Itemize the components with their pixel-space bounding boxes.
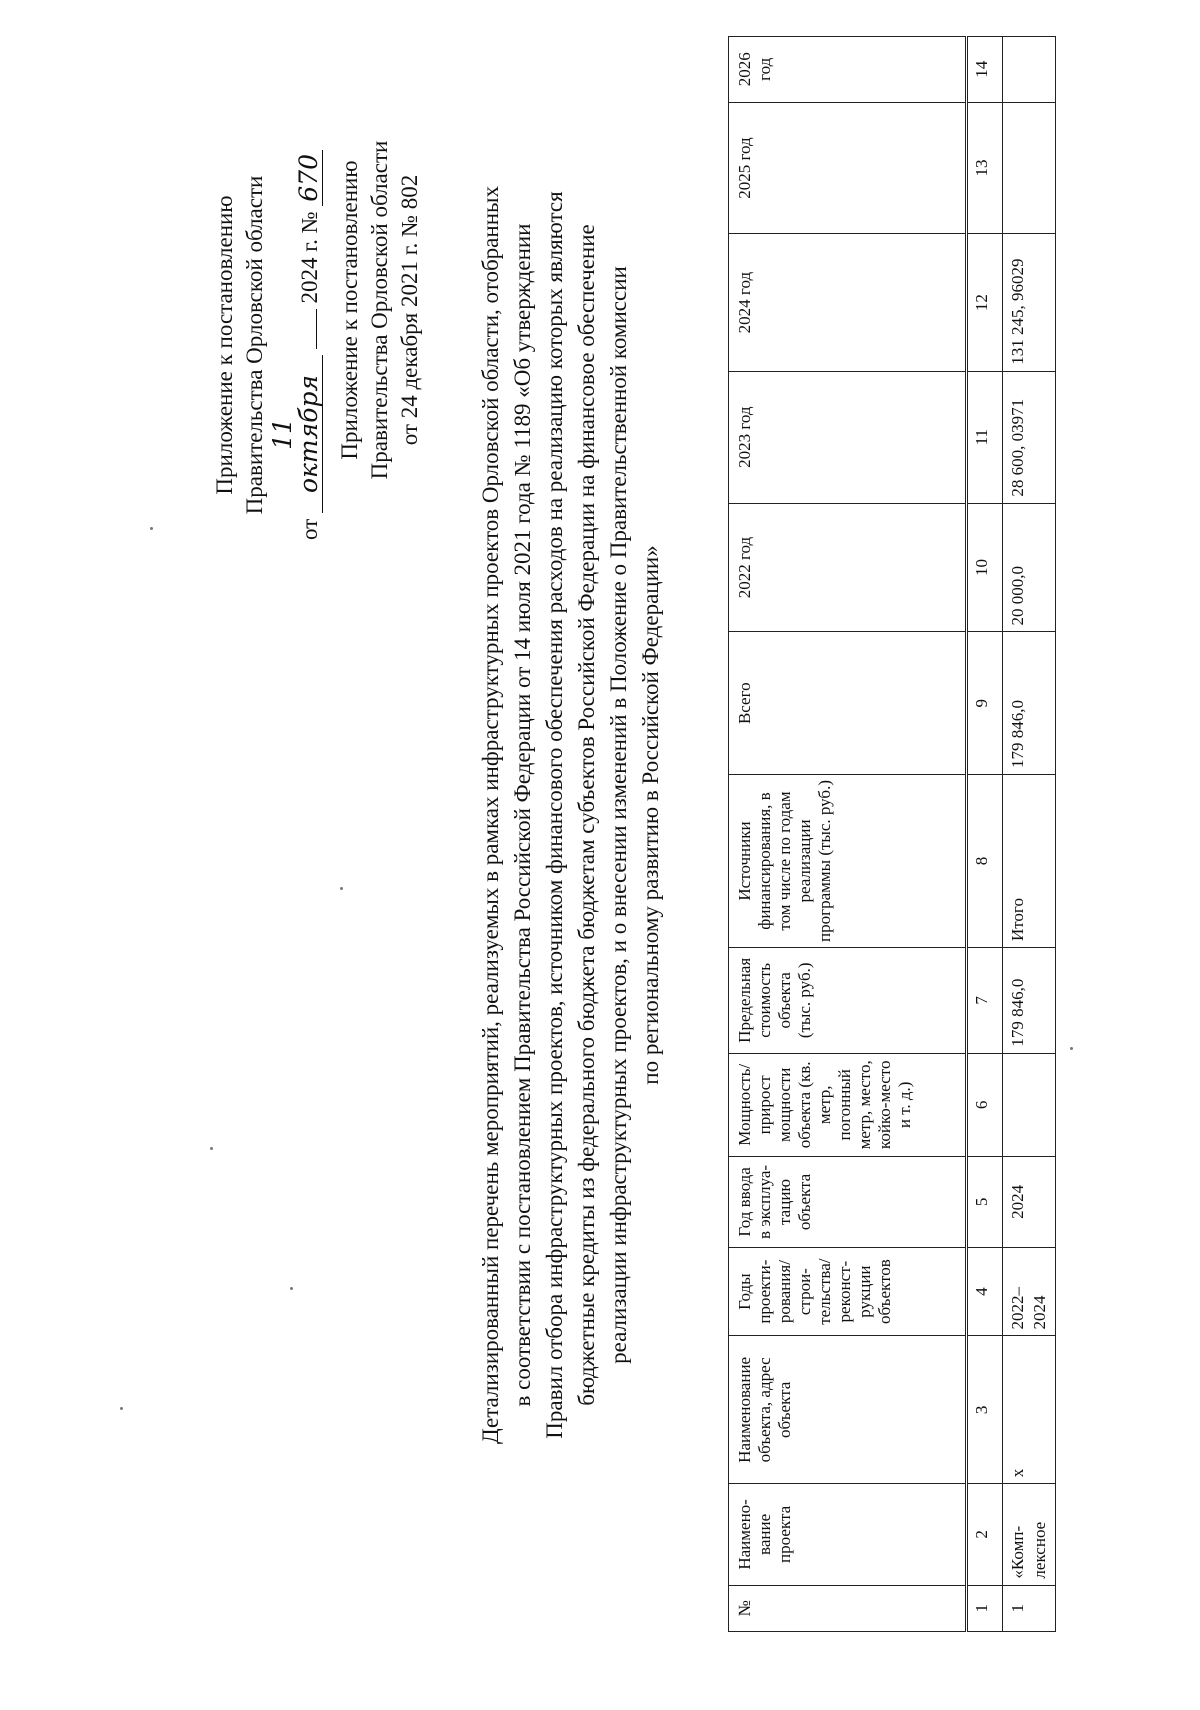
column-number: 11 [967, 371, 1003, 503]
title-line: реализации инфраструктурных проектов, и о внесении изменений в Положение о Правительственной комиссии [606, 266, 631, 1364]
column-number: 8 [967, 774, 1003, 947]
annex-current-line2: Правительства Орловской области [242, 175, 267, 515]
header-cell-2025: 2025 год [729, 102, 967, 234]
header-cell-total: Всего [729, 632, 967, 775]
header-cell-design-years: Годы проекти-рования/ строи-тельства/ реконст-рукции объектов [729, 1247, 967, 1336]
column-number: 4 [967, 1247, 1003, 1336]
column-number: 3 [967, 1336, 1003, 1484]
handwritten-date: 11 октября [270, 355, 323, 513]
scan-speck [120, 1407, 123, 1410]
header-cell-project-name: Наимено-вание проекта [729, 1484, 967, 1585]
title-line: по региональному развитию в Российской Федерации» [638, 545, 663, 1085]
title-line: Правил отбора инфраструктурных проектов, источником финансового обеспечения расходов на реализацию которых являются [542, 191, 567, 1439]
document-title [475, 15, 667, 1615]
column-number: 9 [967, 632, 1003, 775]
column-number: 6 [967, 1053, 1003, 1156]
column-number: 1 [967, 1585, 1003, 1631]
date-blank-line [316, 309, 317, 349]
column-number: 10 [967, 503, 1003, 632]
cell-project-name: «Комп-лексное [1003, 1484, 1056, 1585]
header-cell-object-name: Наименование объекта, адрес объекта [729, 1336, 967, 1484]
annex-header-current [210, 110, 325, 580]
annex-previous-line1: Приложение к постановлению [337, 160, 362, 460]
handwritten-number: 670 [296, 150, 323, 206]
cell-2024: 131 245, 96029 [1003, 234, 1056, 371]
cell-commission-year: 2024 [1003, 1157, 1056, 1248]
annex-current-line3 [270, 110, 325, 580]
header-cell-max-cost: Предельная стоимость объекта (тыс. руб.) [729, 948, 967, 1054]
column-number: 14 [967, 37, 1003, 103]
projects-table [728, 36, 1056, 1632]
cell-number: 1 [1003, 1585, 1056, 1631]
header-cell-2026: 2026 год [729, 37, 967, 103]
title-line: Детализированный перечень мероприятий, реализуемых в рамках инфраструктурных проектов Орловской области, отобранных [478, 186, 503, 1444]
header-cell-2024: 2024 год [729, 234, 967, 371]
scan-speck [210, 1147, 213, 1150]
annex-current-year: 2024 г. № [297, 211, 322, 304]
annex-current-line1: Приложение к постановлению [212, 195, 237, 495]
cell-funding-source: Итого [1003, 774, 1056, 947]
cell-2026 [1003, 37, 1056, 103]
column-number: 5 [967, 1157, 1003, 1248]
scan-speck [150, 527, 153, 530]
title-line: в соответствии с постановлением Правительства Российской Федерации от 14 июля 2021 года № 1189 «Об утверждении [510, 223, 535, 1407]
cell-capacity [1003, 1053, 1056, 1156]
header-cell-2022: 2022 год [729, 503, 967, 632]
scan-speck [340, 887, 343, 890]
cell-max-cost: 179 846,0 [1003, 948, 1056, 1054]
title-line: бюджетные кредиты из федерального бюджета бюджетам субъектов Российской Федерации на финансовое обеспечение [574, 224, 599, 1406]
cell-total: 179 846,0 [1003, 632, 1056, 775]
cell-design-years: 2022–2024 [1003, 1247, 1056, 1336]
annex-current-prefix: от [297, 518, 322, 541]
annex-previous-line2: Правительства Орловской области [367, 140, 392, 480]
column-number: 12 [967, 234, 1003, 371]
column-number-row [967, 37, 1003, 1632]
header-cell-funding-sources: Источники финансирования, в том числе по годам реализации программы (тыс. руб.) [729, 774, 967, 947]
header-cell-capacity: Мощность/ прирост мощности объекта (кв. метр, погонный метр, место, койко-место и т. д.) [729, 1053, 967, 1156]
cell-2025 [1003, 102, 1056, 234]
scan-speck [1070, 1047, 1073, 1050]
cell-object-name: х [1003, 1336, 1056, 1484]
scan-speck [290, 1287, 293, 1290]
table-row [1003, 37, 1056, 1632]
column-number: 7 [967, 948, 1003, 1054]
annex-header-previous [335, 110, 425, 510]
cell-2022: 20 000,0 [1003, 503, 1056, 632]
table-header-row [729, 37, 967, 1632]
cell-2023: 28 600, 03971 [1003, 371, 1056, 503]
annex-previous-line3: от 24 декабря 2021 г. № 802 [397, 174, 422, 446]
column-number: 13 [967, 102, 1003, 234]
header-cell-number: № [729, 1585, 967, 1631]
header-cell-commission-year: Год ввода в эксплуа-тацию объекта [729, 1157, 967, 1248]
header-cell-2023: 2023 год [729, 371, 967, 503]
column-number: 2 [967, 1484, 1003, 1585]
